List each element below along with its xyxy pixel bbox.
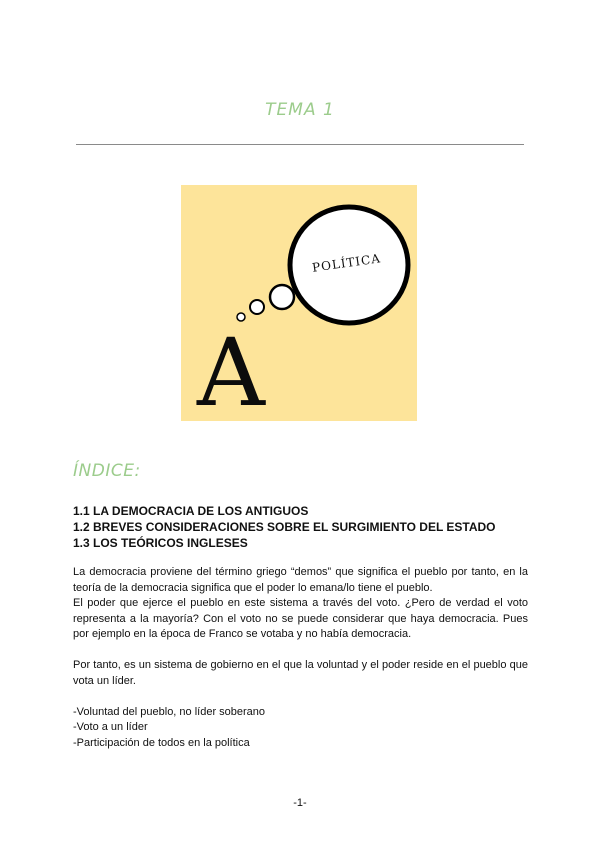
paragraph: El poder que ejerce el pueblo en este sistema a través del voto. ¿Pero de verdad el voto representa a la mayoría? Con el voto no se puede considerar que haya democracia. Pues por ejemplo en la época de Franco se votaba y no había democracia. bbox=[73, 597, 528, 640]
index-heading: ÍNDICE: bbox=[73, 461, 141, 481]
list-item: -Voluntad del pueblo, no líder soberano bbox=[73, 705, 266, 718]
thought-bubble-graphic bbox=[181, 185, 417, 421]
paragraph: Por tanto, es un sistema de gobierno en el que la voluntad y el poder reside en el pueblo que vota un líder. bbox=[73, 659, 528, 687]
list-item: -Voto a un líder bbox=[73, 721, 148, 733]
list-item: -Participación de todos en la política bbox=[73, 736, 250, 749]
body-text bbox=[73, 565, 528, 751]
politics-illustration bbox=[181, 185, 417, 421]
table-of-contents bbox=[73, 503, 533, 551]
page-title: TEMA 1 bbox=[265, 100, 335, 120]
paragraph: La democracia proviene del término griego “demos” que significa el pueblo por tanto, en la teoría de la democracia significa que el poder lo emana/lo tiene el pueblo. bbox=[73, 566, 528, 594]
bubble-text: POLÍTICA bbox=[311, 251, 382, 275]
toc-item: 1.2 BREVES CONSIDERACIONES SOBRE EL SURGIMIENTO DEL ESTADO bbox=[73, 520, 496, 534]
toc-item: 1.1 LA DEMOCRACIA DE LOS ANTIGUOS bbox=[73, 504, 309, 518]
big-letter: A bbox=[197, 319, 265, 421]
toc-item: 1.3 LOS TEÓRICOS INGLESES bbox=[73, 536, 248, 550]
page-number: -1- bbox=[293, 797, 307, 809]
title-divider bbox=[76, 144, 524, 145]
